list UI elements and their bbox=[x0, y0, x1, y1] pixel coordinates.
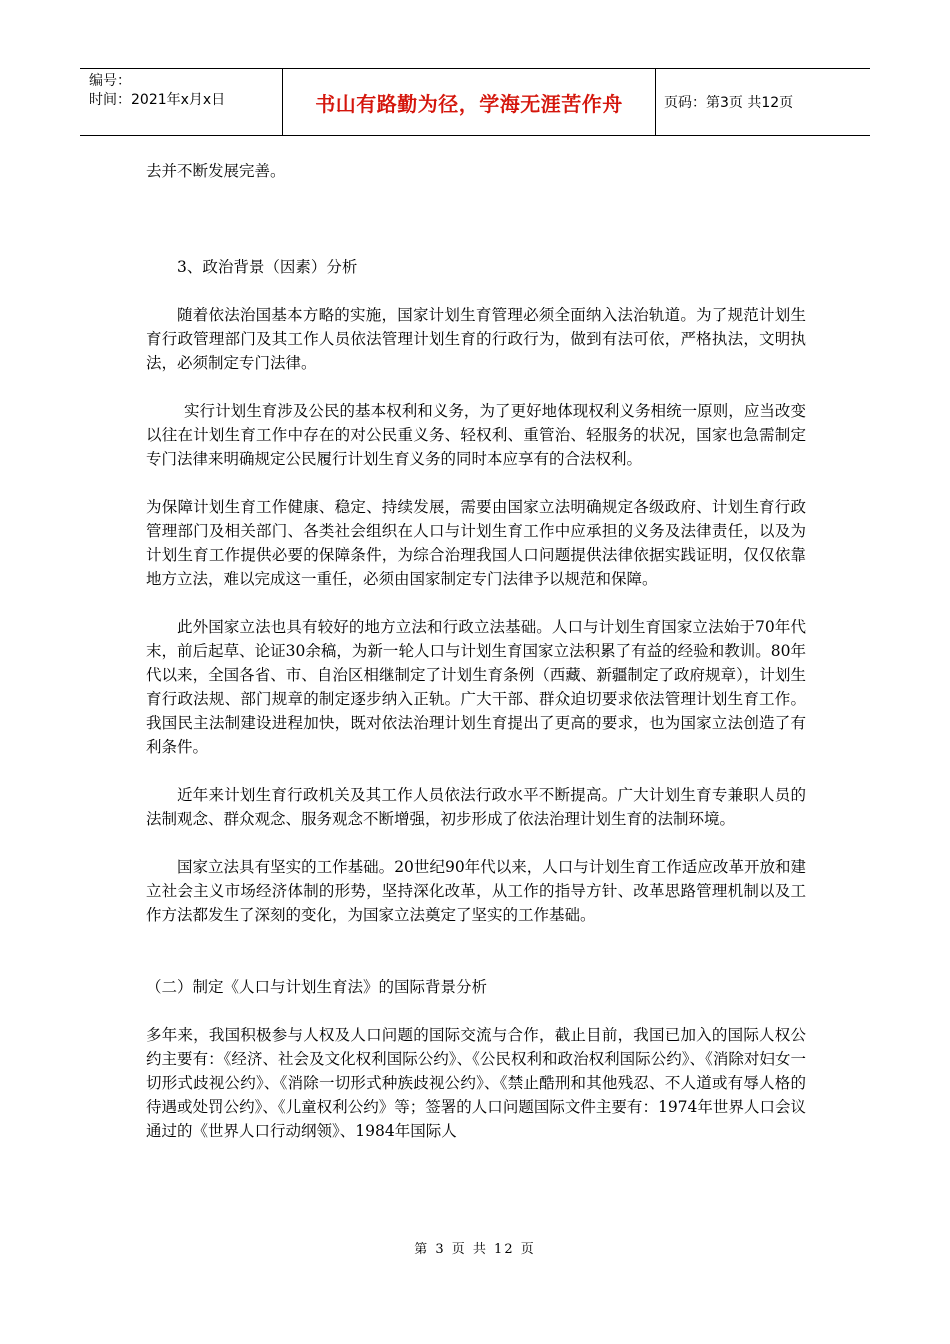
paragraph-guarantee: 为保障计划生育工作健康、稳定、持续发展，需要由国家立法明确规定各级政府、计划生育行政管理部门及相关部门、各类社会组织在人口与计划生育工作中应承担的义务及法律责任，以及为计划生育工作提供必要的保障条件，为综合治理我国人口问题提供法律依据实践证明，仅仅依靠地方立法，难以完成这一重任，必须由国家制定专门法律予以规范和保障。 bbox=[146, 498, 806, 588]
page-footer: 第 3 页 共 12 页 bbox=[414, 1242, 536, 1257]
motto-text: 书山有路勤为径，学海无涯苦作舟 bbox=[315, 91, 623, 116]
document-header bbox=[80, 68, 870, 136]
paragraph-legislative-basis: 此外国家立法也具有较好的地方立法和行政立法基础。人口与计划生育国家立法始于70年代末，前后起草、论证30余稿，为新一轮人口与计划生育国家立法积累了有益的经验和教训。80年代以来，全国各省、市、自治区相继制定了计划生育条例（西藏、新疆制定了政府规章），计划生育行政法规、部门规章的制定逐步纳入正轨。广大干部、群众迫切要求依法管理计划生育工作。我国民主法制建设进程加快，既对依法治理计划生育提出了更高的要求，也为国家立法创造了有利条件。 bbox=[146, 618, 806, 756]
motto-cell bbox=[283, 69, 656, 135]
paragraph-rights-duties: 实行计划生育涉及公民的基本权利和义务，为了更好地体现权利义务相统一原则，应当改变以往在计划生育工作中存在的对公民重义务、轻权利、重管治、轻服务的状况，国家也急需制定专门法律来明确规定公民履行计划生育义务的同时本应享有的合法权利。 bbox=[146, 402, 806, 468]
section-heading-international: （二）制定《人口与计划生育法》的国际背景分析 bbox=[146, 978, 488, 996]
paragraph-work-foundation: 国家立法具有坚实的工作基础。20世纪90年代以来，人口与计划生育工作适应改革开放和建立社会主义市场经济体制的形势，坚持深化改革，从工作的指导方针、改革思路管理机制以及工作方法都发生了深刻的变化，为国家立法奠定了坚实的工作基础。 bbox=[146, 858, 806, 924]
paragraph-rule-of-law: 随着依法治国基本方略的实施，国家计划生育管理必须全面纳入法治轨道。为了规范计划生育行政管理部门及其工作人员依法管理计划生育的行政行为，做到有法可依，严格执法，文明执法，必须制定专门法律。 bbox=[146, 306, 806, 372]
page-info-text: 页码：第3页 共12页 bbox=[664, 95, 794, 111]
paragraph-international: 多年来，我国积极参与人权及人口问题的国际交流与合作，截止目前，我国已加入的国际人权公约主要有：《经济、社会及文化权利国际公约》、《公民权利和政治权利国际公约》、《消除对妇女一切形式歧视公约》、《消除一切形式种族歧视公约》、《禁止酷刑和其他残忍、不人道或有辱人格的待遇或处罚公约》、《儿童权利公约》等；签署的人口问题国际文件主要有：1974年世界人口会议通过的《世界人口行动纲领》、1984年国际人 bbox=[146, 1026, 806, 1140]
number-label: 编号： bbox=[89, 73, 131, 89]
page-info-cell bbox=[656, 69, 870, 135]
paragraph-continuation: 去并不断发展完善。 bbox=[146, 162, 286, 180]
header-meta-cell bbox=[80, 69, 283, 135]
document-body bbox=[146, 152, 806, 1143]
section-heading-political: 3、政治背景（因素）分析 bbox=[177, 258, 358, 276]
paragraph-administration: 近年来计划生育行政机关及其工作人员依法行政水平不断提高。广大计划生育专兼职人员的法制观念、群众观念、服务观念不断增强，初步形成了依法治理计划生育的法制环境。 bbox=[146, 786, 806, 828]
date-label: 时间：2021年x月x日 bbox=[89, 92, 226, 108]
